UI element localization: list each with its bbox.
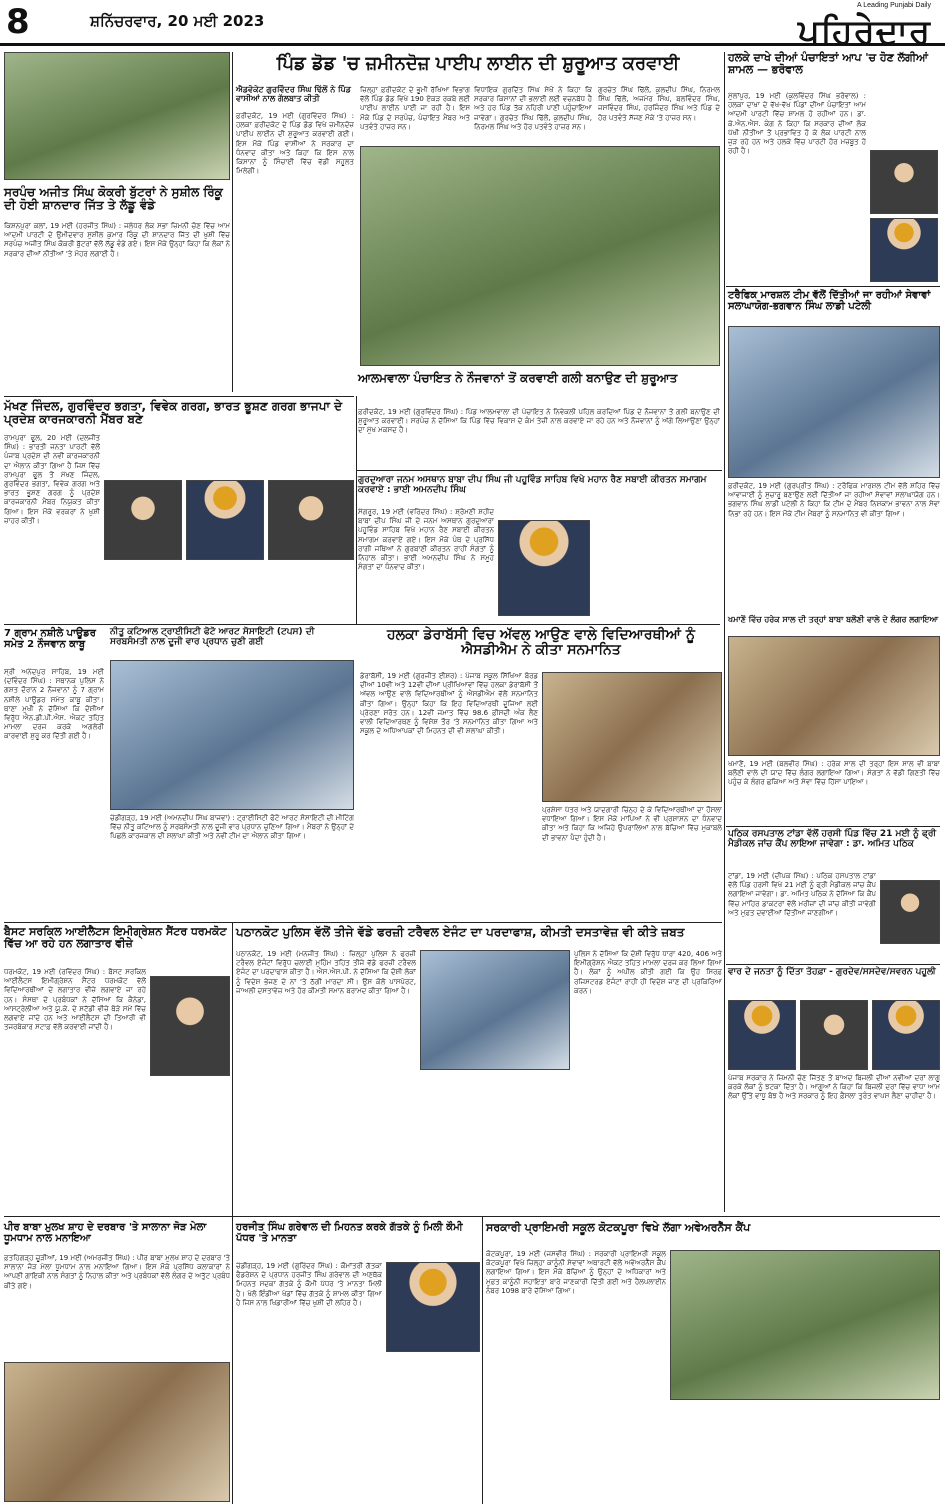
headline-road: ਵਾਰ ਦੇ ਜਨਤਾ ਨੂੰ ਦਿੱਤਾ ਤੋਹਫ਼ਾ - ਗੁਰਦੇਵ/ਸਸਦੇਵ/ਸਵਰਨ ਪਹੂਲੀ — [728, 967, 936, 977]
body-students-2: ਪ੍ਰਸ਼ੰਸਾ ਪੱਤਰ ਅਤੇ ਯਾਦਗਾਰੀ ਚਿੰਨ੍ਹ ਦੇ ਕੇ ਵਿਦਿਆਰਥੀਆਂ ਦਾ ਹੌਸਲਾ ਵਧਾਇਆ ਗਿਆ। ਇਸ ਮੌਕੇ ਮਾਪਿਆਂ ਨੇ ਵੀ ਪ੍ਰਸ਼ਾਸਨ ਦਾ ਧੰਨਵਾਦ ਕੀਤਾ ਅਤੇ ਕਿਹਾ ਕਿ ਅਜਿਹੇ ਉਪਰਾਲਿਆਂ ਨਾਲ ਬੱਚਿਆਂ ਵਿੱਚ ਮੁਕਾਬਲੇ ਦੀ ਭਾਵਨਾ ਪੈਦਾ ਹੁੰਦੀ ਹੈ। — [542, 806, 722, 842]
page-number: 8 — [6, 2, 30, 42]
body-langar: ਖਮਾਣੋਂ, 19 ਮਈ (ਬਲਵੀਰ ਸਿੰਘ) : ਹਰੇਕ ਸਾਲ ਦੀ ਤਰ੍ਹਾਂ ਇਸ ਸਾਲ ਵੀ ਬਾਬਾ ਬਲੌਣੀ ਵਾਲੇ ਦੀ ਯਾਦ ਵਿੱਚ ਲੰਗਰ ਲਗਾਇਆ ਗਿਆ। ਸੰਗਤਾਂ ਨੇ ਵੱਡੀ ਗਿਣਤੀ ਵਿੱਚ ਪਹੁੰਚ ਕੇ ਲੰਗਰ ਛਕਿਆ ਅਤੇ ਸੇਵਾ ਵਿੱਚ ਹਿੱਸਾ ਪਾਇਆ। — [728, 760, 940, 787]
body-kirtan: ਸੰਗਰੂਰ, 19 ਮਈ (ਵਰਿੰਦਰ ਸਿੰਘ) : ਸ਼੍ਰੋਮਣੀ ਸ਼ਹੀਦ ਬਾਬਾ ਦੀਪ ਸਿੰਘ ਜੀ ਦੇ ਜਨਮ ਅਸਥਾਨ ਗੁਰਦੁਆਰਾ ਪਹੂਵਿੰਡ ਸਾਹਿਬ ਵਿਖੇ ਮਹਾਨ ਰੈਣ ਸਬਾਈ ਕੀਰਤਨ ਸਮਾਗਮ ਕਰਵਾਏ ਗਏ। ਇਸ ਮੌਕੇ ਪੰਥ ਦੇ ਪ੍ਰਸਿੱਧ ਰਾਗੀ ਜਥਿਆਂ ਨੇ ਗੁਰਬਾਣੀ ਕੀਰਤਨ ਰਾਹੀਂ ਸੰਗਤਾਂ ਨੂੰ ਨਿਹਾਲ ਕੀਤਾ। ਭਾਈ ਅਮਨਦੀਪ ਸਿੰਘ ਨੇ ਸਮੂਹ ਸੰਗਤਾਂ ਦਾ ਧੰਨਵਾਦ ਕੀਤਾ। — [358, 508, 494, 572]
headline-police: ਪਠਾਨਕੋਟ ਪੁਲਿਸ ਵੱਲੋਂ ਤੀਜੇ ਵੱਡੇ ਫਰਜ਼ੀ ਟਰੈਵਲ ਏਜੰਟ ਦਾ ਪਰਦਾਫਾਸ਼, ਕੀਮਤੀ ਦਸਤਾਵੇਜ਼ ਵੀ ਕੀਤੇ ਜ਼ਬਤ — [236, 925, 685, 939]
photo-celebration — [4, 52, 230, 180]
headline-kirtan: ਗੁਰਦੁਆਰਾ ਜਨਮ ਅਸਥਾਨ ਬਾਬਾ ਦੀਪ ਸਿੰਘ ਜੀ ਪਹੂਵਿੰਡ ਸਾਹਿਬ ਵਿਖੇ ਮਹਾਨ ਰੈਣ ਸਬਾਈ ਕੀਰਤਨ ਸਮਾਗਮ ਕਰਵਾਏ : ਭਾਈ ਅਮਨਦੀਪ ਸਿੰਘ — [358, 475, 707, 495]
photo-politician-2 — [870, 218, 938, 282]
body-students: ਡੇਰਾਬੱਸੀ, 19 ਮਈ (ਗੁਰਜੀਤ ਈਸ਼ਰ) : ਪੰਜਾਬ ਸਕੂਲ ਸਿੱਖਿਆ ਬੋਰਡ ਦੀਆਂ 10ਵੀਂ ਅਤੇ 12ਵੀਂ ਦੀਆਂ ਪ੍ਰੀਖਿਆਵਾਂ ਵਿੱਚ ਹਲਕਾ ਡੇਰਾਬੱਸੀ ਤੋਂ ਅੱਵਲ ਆਉਣ ਵਾਲੇ ਵਿਦਿਆਰਥੀਆਂ ਨੂੰ ਐਸਡੀਐਮ ਵੱਲੋਂ ਸਨਮਾਨਿਤ ਕੀਤਾ ਗਿਆ। ਉਨ੍ਹਾਂ ਕਿਹਾ ਕਿ ਇਹ ਵਿਦਿਆਰਥੀ ਦੂਜਿਆਂ ਲਈ ਪ੍ਰੇਰਣਾ ਸਰੋਤ ਹਨ। 12ਵੀਂ ਜਮਾਤ ਵਿੱਚ 98.6 ਫ਼ੀਸਦੀ ਅੰਕ ਲੈਣ ਵਾਲੀ ਵਿਦਿਆਰਥਣ ਨੂੰ ਵਿਸ਼ੇਸ਼ ਤੌਰ 'ਤੇ ਸਨਮਾਨਿਤ ਕੀਤਾ ਗਿਆ ਅਤੇ ਸਕੂਲ ਦੇ ਅਧਿਆਪਕਾਂ ਦੀ ਮਿਹਨਤ ਦੀ ਵੀ ਸ਼ਲਾਘਾ ਕੀਤੀ। — [360, 672, 538, 736]
body-mela: ਫ਼ਤਹਿਗੜ੍ਹ ਚੂੜੀਆਂ, 19 ਮਈ (ਅਮਰਜੀਤ ਸਿੰਘ) : ਪੀਰ ਬਾਬਾ ਮੁਲਖ ਸ਼ਾਹ ਦੇ ਦਰਬਾਰ 'ਤੇ ਸਾਲਾਨਾ ਜੋੜ ਮੇਲਾ ਧੂਮਧਾਮ ਨਾਲ ਮਨਾਇਆ ਗਿਆ। ਇਸ ਮੌਕੇ ਪ੍ਰਸਿੱਧ ਕਲਾਕਾਰਾਂ ਨੇ ਆਪਣੀ ਗਾਇਕੀ ਨਾਲ ਸੰਗਤਾਂ ਨੂੰ ਨਿਹਾਲ ਕੀਤਾ ਅਤੇ ਪ੍ਰਬੰਧਕਾਂ ਵੱਲੋਂ ਲੰਗਰ ਦੇ ਅਤੁੱਟ ਪ੍ਰਬੰਧ ਕੀਤੇ ਗਏ। — [4, 1254, 230, 1290]
headline-students: ਹਲਕਾ ਡੇਰਾਬੱਸੀ ਵਿਚ ਅੱਵਲ ਆਉਣ ਵਾਲੇ ਵਿਦਿਆਰਥੀਆਂ ਨੂੰ ਐਸਡੀਐਮ ਨੇ ਕੀਤਾ ਸਨਮਾਨਿਤ — [387, 627, 695, 659]
headline-sports: ਸਰਪੰਚ ਅਜੀਤ ਸਿੰਘ ਕੋਕਰੀ ਬੁੱਟਰਾਂ ਨੇ ਸੁਸ਼ੀਲ ਰਿੰਕੂ ਦੀ ਹੋਈ ਸ਼ਾਨਦਾਰ ਜਿੱਤ ਤੇ ਲੱਡੂ ਵੰਡੇ — [4, 185, 223, 213]
page-date: ਸ਼ਨਿੱਚਰਵਾਰ, 20 ਮਈ 2023 — [90, 12, 265, 30]
body-school: ਕੋਟਕਪੂਰਾ, 19 ਮਈ (ਜਸਵੀਰ ਸਿੰਘ) : ਸਰਕਾਰੀ ਪ੍ਰਾਇਮਰੀ ਸਕੂਲ ਕੋਟਕਪੂਰਾ ਵਿਖੇ ਜ਼ਿਲ੍ਹਾ ਕਾਨੂੰਨੀ ਸੇਵਾਵਾਂ ਅਥਾਰਟੀ ਵੱਲੋਂ ਅਵੇਅਰਨੈੱਸ ਕੈਂਪ ਲਗਾਇਆ ਗਿਆ। ਇਸ ਮੌਕੇ ਬੱਚਿਆਂ ਨੂੰ ਉਨ੍ਹਾਂ ਦੇ ਅਧਿਕਾਰਾਂ ਅਤੇ ਮੁਫ਼ਤ ਕਾਨੂੰਨੀ ਸਹਾਇਤਾ ਬਾਰੇ ਜਾਣਕਾਰੀ ਦਿੱਤੀ ਗਈ ਅਤੇ ਹੈਲਪਲਾਈਨ ਨੰਬਰ 1098 ਬਾਰੇ ਦੱਸਿਆ ਗਿਆ। — [486, 1250, 666, 1295]
body-medical: ਟਾਂਡਾ, 19 ਮਈ (ਦੀਪਕ ਸਿੰਘ) : ਪਠਿਕ ਹਸਪਤਾਲ ਟਾਂਡਾ ਵੱਲੋਂ ਪਿੰਡ ਹਰਸੀ ਵਿਖੇ 21 ਮਈ ਨੂੰ ਫ੍ਰੀ ਮੈਡੀਕਲ ਜਾਂਚ ਕੈਂਪ ਲਗਾਇਆ ਜਾਵੇਗਾ। ਡਾ. ਅਮਿਤ ਪਠਿਕ ਨੇ ਦੱਸਿਆ ਕਿ ਕੈਂਪ ਵਿੱਚ ਮਾਹਿਰ ਡਾਕਟਰਾਂ ਵੱਲੋਂ ਮਰੀਜ਼ਾਂ ਦੀ ਜਾਂਚ ਕੀਤੀ ਜਾਵੇਗੀ ਅਤੇ ਮੁਫ਼ਤ ਦਵਾਈਆਂ ਦਿੱਤੀਆਂ ਜਾਣਗੀਆਂ। — [728, 872, 876, 917]
body-traffic: ਫ਼ਰੀਦਕੋਟ, 19 ਮਈ (ਗੁਰਪ੍ਰੀਤ ਸਿੰਘ) : ਟਰੈਫਿਕ ਮਾਰਸ਼ਲ ਟੀਮ ਵੱਲੋਂ ਸ਼ਹਿਰ ਵਿੱਚ ਆਵਾਜਾਈ ਨੂੰ ਸੁਚਾਰੂ ਬਣਾਉਣ ਲਈ ਦਿੱਤੀਆਂ ਜਾ ਰਹੀਆਂ ਸੇਵਾਵਾਂ ਸਲਾਘਾਯੋਗ ਹਨ। ਭਗਵਾਨ ਸਿੰਘ ਲਾਡੀ ਪਟੇਲੀ ਨੇ ਕਿਹਾ ਕਿ ਟੀਮ ਦੇ ਮੈਂਬਰ ਨਿਸ਼ਕਾਮ ਭਾਵਨਾ ਨਾਲ ਸੇਵਾ ਨਿਭਾ ਰਹੇ ਹਨ। ਇਸ ਮੌਕੇ ਟੀਮ ਮੈਂਬਰਾਂ ਨੂੰ ਸਨਮਾਨਿਤ ਵੀ ਕੀਤਾ ਗਿਆ। — [728, 482, 940, 518]
body-top-main-3: ਵਿਧਾਇਕ ਗੁਰਦਿੱਤ ਸਿੰਘ ਸੇਖੋਂ ਨੇ ਕਿਹਾ ਕਿ ਸਰਕਾਰ ਕਿਸਾਨਾਂ ਦੀ ਭਲਾਈ ਲਈ ਵਚਨਬੱਧ ਹੈ ਅਤੇ ਹਰ ਪਿੰਡ ਤੱਕ ਨਹਿਰੀ ਪਾਣੀ ਪਹੁੰਚਾਇਆ ਜਾਵੇਗਾ। ਗੁਰਚੇਤ ਸਿੰਘ ਢਿੱਲੋਂ, ਕੁਲਦੀਪ ਸਿੰਘ, ਨਿਰਮਲ ਸਿੰਘ ਅਤੇ ਹੋਰ ਪਤਵੰਤੇ ਹਾਜ਼ਰ ਸਨ। — [474, 86, 592, 131]
photo-leader-3 — [872, 1000, 940, 1070]
body-top-main-1: ਫ਼ਰੀਦਕੋਟ, 19 ਮਈ (ਗੁਰਵਿੰਦਰ ਸਿੰਘ) : ਹਲਕਾ ਫ਼ਰੀਦਕੋਟ ਦੇ ਪਿੰਡ ਡੋਡ ਵਿਖੇ ਜ਼ਮੀਨਦੋਜ਼ ਪਾਈਪ ਲਾਈਨ ਦੀ ਸ਼ੁਰੂਆਤ ਕਰਵਾਈ ਗਈ। ਇਸ ਮੌਕੇ ਪਿੰਡ ਵਾਸੀਆਂ ਨੇ ਸਰਕਾਰ ਦਾ ਧੰਨਵਾਦ ਕੀਤਾ ਅਤੇ ਕਿਹਾ ਕਿ ਇਸ ਨਾਲ ਕਿਸਾਨਾਂ ਨੂੰ ਸਿੰਚਾਈ ਵਿੱਚ ਵੱਡੀ ਸਹੂਲਤ ਮਿਲੇਗੀ। — [236, 112, 354, 176]
masthead — [0, 0, 945, 52]
body-top-main-4: ਗੁਰਚੇਤ ਸਿੰਘ ਢਿੱਲੋਂ, ਕੁਲਦੀਪ ਸਿੰਘ, ਨਿਰਮਲ ਸਿੰਘ ਢਿੱਲੋਂ, ਅਜਮੇਰ ਸਿੰਘ, ਬਲਵਿੰਦਰ ਸਿੰਘ, ਜਸਵਿੰਦਰ ਸਿੰਘ, ਹਰਜਿੰਦਰ ਸਿੰਘ ਅਤੇ ਪਿੰਡ ਦੇ ਹੋਰ ਪਤਵੰਤੇ ਸੱਜਣ ਮੌਕੇ 'ਤੇ ਹਾਜ਼ਰ ਸਨ। — [598, 86, 720, 122]
headline-langar: ਖਮਾਣੋਂ ਵਿੱਚ ਹਰੇਕ ਸਾਲ ਦੀ ਤਰ੍ਹਾਂ ਬਾਬਾ ਬਲੌਣੀ ਵਾਲੇ ਦੇ ਲੰਗਰ ਲਗਾਇਆ — [728, 615, 939, 624]
body-top-main-2: ਜ਼ਿਲ੍ਹਾ ਫ਼ਰੀਦਕੋਟ ਦੇ ਭੂਮੀ ਰੱਖਿਆ ਵਿਭਾਗ ਵੱਲੋਂ ਪਿੰਡ ਡੋਡ ਵਿਖੇ 190 ਏਕੜ ਰਕਬੇ ਲਈ ਪਾਈਪ ਲਾਈਨ ਪਾਈ ਜਾ ਰਹੀ ਹੈ। ਇਸ ਮੌਕੇ ਪਿੰਡ ਦੇ ਸਰਪੰਚ, ਪੰਚਾਇਤ ਮੈਂਬਰ ਅਤੇ ਪਤਵੰਤੇ ਹਾਜ਼ਰ ਸਨ। — [360, 86, 470, 131]
photo-leader-2 — [800, 1000, 868, 1070]
body-photo-assoc: ਚੰਡੀਗੜ੍ਹ, 19 ਮਈ (ਅਮਨਦੀਪ ਸਿੰਘ ਬਾਜਵਾ) : ਟ੍ਰਾਈਸਿਟੀ ਫੋਟੋ ਆਰਟ ਸੋਸਾਇਟੀ ਦੀ ਮੀਟਿੰਗ ਵਿੱਚ ਨੀਤੂ ਕਟਿਆਲ ਨੂੰ ਸਰਬਸੰਮਤੀ ਨਾਲ ਦੂਜੀ ਵਾਰ ਪ੍ਰਧਾਨ ਚੁਣਿਆ ਗਿਆ। ਮੈਂਬਰਾਂ ਨੇ ਉਨ੍ਹਾਂ ਦੇ ਪਿਛਲੇ ਕਾਰਜਕਾਲ ਦੀ ਸ਼ਲਾਘਾ ਕੀਤੀ ਅਤੇ ਨਵੀਂ ਟੀਮ ਦਾ ਐਲਾਨ ਕੀਤਾ ਗਿਆ। — [110, 814, 354, 841]
body-police-2: ਪੁਲਿਸ ਨੇ ਦੱਸਿਆ ਕਿ ਦੋਸ਼ੀ ਵਿਰੁੱਧ ਧਾਰਾ 420, 406 ਅਤੇ ਇਮੀਗ੍ਰੇਸ਼ਨ ਐਕਟ ਤਹਿਤ ਮਾਮਲਾ ਦਰਜ ਕਰ ਲਿਆ ਗਿਆ ਹੈ। ਲੋਕਾਂ ਨੂੰ ਅਪੀਲ ਕੀਤੀ ਗਈ ਕਿ ਉਹ ਸਿਰਫ਼ ਰਜਿਸਟਰਡ ਏਜੰਟਾਂ ਰਾਹੀਂ ਹੀ ਵਿਦੇਸ਼ ਜਾਣ ਦੀ ਪ੍ਰਕਿਰਿਆ ਕਰਨ। — [574, 950, 722, 995]
headline-bjp: ਮੱਖਣ ਜਿੰਦਲ, ਗੁਰਵਿੰਦਰ ਭਗਤਾ, ਵਿਵੇਕ ਗਰਗ, ਭਾਰਤ ਭੂਸ਼ਣ ਗਰਗ ਭਾਜਪਾ ਦੇ ਪ੍ਰਦੇਸ਼ ਕਾਰਜਕਾਰਨੀ ਮੈਂਬਰ ਬਣੇ — [4, 399, 343, 427]
photo-police-arrest — [420, 950, 570, 1070]
photo-traffic-marshal — [728, 326, 940, 478]
photo-school-camp — [670, 1250, 940, 1400]
headline-top-main: ਪਿੰਡ ਡੋਡ 'ਚ ਜ਼ਮੀਨਦੋਜ਼ ਪਾਈਪ ਲਾਈਨ ਦੀ ਸ਼ੁਰੂਆਤ ਕਰਵਾਈ — [276, 53, 680, 74]
headline-gali: ਆਲਮਵਾਲਾ ਪੰਚਾਇਤ ਨੇ ਨੌਜਵਾਨਾਂ ਤੋਂ ਕਰਵਾਈ ਗਲੀ ਬਨਾਉਣ ਦੀ ਸ਼ੁਰੂਆਤ — [358, 371, 678, 385]
photo-harjit-grewal — [386, 1262, 480, 1352]
body-drugs: ਸ੍ਰੀ ਅਨੰਦਪੁਰ ਸਾਹਿਬ, 19 ਮਈ (ਦਵਿੰਦਰ ਸਿੰਘ) : ਸਥਾਨਕ ਪੁਲਿਸ ਨੇ ਗਸ਼ਤ ਦੌਰਾਨ 2 ਨੌਜਵਾਨਾਂ ਨੂੰ 7 ਗ੍ਰਾਮ ਨਸ਼ੀਲੇ ਪਾਊਡਰ ਸਮੇਤ ਕਾਬੂ ਕੀਤਾ। ਥਾਣਾ ਮੁਖੀ ਨੇ ਦੱਸਿਆ ਕਿ ਦੋਸ਼ੀਆਂ ਵਿਰੁੱਧ ਐਨ.ਡੀ.ਪੀ.ਐਸ. ਐਕਟ ਤਹਿਤ ਮਾਮਲਾ ਦਰਜ ਕਰਕੇ ਅਗਲੇਰੀ ਕਾਰਵਾਈ ਸ਼ੁਰੂ ਕਰ ਦਿੱਤੀ ਗਈ ਹੈ। — [4, 668, 104, 741]
photo-bjp-member-2 — [186, 480, 264, 560]
photo-leader-1 — [728, 1000, 796, 1070]
headline-medical: ਪਠਿਕ ਰਸਪਤਾਲ ਟਾਂਡਾ ਵੱਲੋਂ ਹਰਸੀ ਪਿੰਡ ਵਿੱਚ 21 ਮਈ ਨੂੰ ਫ੍ਰੀ ਮੈਡੀਕਲ ਜਾਂਚ ਕੈਂਪ ਲਾਇਆ ਜਾਵੇਗਾ : ਡਾ. ਅਮਿਤ ਪਠਿਕ — [728, 829, 937, 849]
subhead-top-main: ਐਡਵੋਕੇਟ ਗੁਰਵਿੰਦਰ ਸਿੰਘ ਢਿੱਲੋਂ ਨੇ ਪਿੰਡ ਵਾਸੀਆਂ ਨਾਲ ਗੱਲਬਾਤ ਕੀਤੀ — [236, 85, 351, 103]
body-immigration: ਧਰਮਕੋਟ, 19 ਮਈ (ਰਵਿੰਦਰ ਸਿੰਘ) : ਬੈਸਟ ਸਰਕਿਲ ਆਈਲੈਟਸ ਇਮੀਗ੍ਰੇਸ਼ਨ ਸੈਂਟਰ ਧਰਮਕੋਟ ਵੱਲੋਂ ਵਿਦਿਆਰਥੀਆਂ ਦੇ ਲਗਾਤਾਰ ਵੀਜ਼ੇ ਲਗਵਾਏ ਜਾ ਰਹੇ ਹਨ। ਸੰਸਥਾ ਦੇ ਪ੍ਰਬੰਧਕਾਂ ਨੇ ਦੱਸਿਆ ਕਿ ਕੈਨੇਡਾ, ਆਸਟ੍ਰੇਲੀਆ ਅਤੇ ਯੂ.ਕੇ. ਦੇ ਸਟੱਡੀ ਵੀਜ਼ੇ ਥੋੜੇ ਸਮੇਂ ਵਿੱਚ ਲਗਵਾਏ ਜਾਂਦੇ ਹਨ ਅਤੇ ਆਈਲੈਟਸ ਦੀ ਤਿਆਰੀ ਵੀ ਤਜਰਬੇਕਾਰ ਸਟਾਫ਼ ਵੱਲੋਂ ਕਰਵਾਈ ਜਾਂਦੀ ਹੈ। — [4, 968, 146, 1032]
body-right-top: ਮੁੱਲਾਂਪੁਰ, 19 ਮਈ (ਕੁਲਵਿੰਦਰ ਸਿੰਘ ਭਰੋਵਾਲ) : ਹਲਕਾ ਦਾਖਾ ਦੇ ਵੱਖ-ਵੱਖ ਪਿੰਡਾਂ ਦੀਆਂ ਪੰਚਾਇਤਾਂ ਆਮ ਆਦਮੀ ਪਾਰਟੀ ਵਿੱਚ ਸ਼ਾਮਲ ਹੋ ਰਹੀਆਂ ਹਨ। ਡਾ. ਕੇ.ਐਨ.ਐਸ. ਕੰਗ ਨੇ ਕਿਹਾ ਕਿ ਸਰਕਾਰ ਦੀਆਂ ਲੋਕ ਪੱਖੀ ਨੀਤੀਆਂ ਤੋਂ ਪ੍ਰਭਾਵਿਤ ਹੋ ਕੇ ਲੋਕ ਪਾਰਟੀ ਨਾਲ ਜੁੜ ਰਹੇ ਹਨ ਅਤੇ ਹਲਕੇ ਵਿੱਚ ਪਾਰਟੀ ਹੋਰ ਮਜ਼ਬੂਤ ਹੋ ਰਹੀ ਹੈ। — [728, 92, 866, 156]
headline-gatka: ਹਰਜੀਤ ਸਿੰਘ ਗਰੇਵਾਲ ਦੀ ਮਿਹਨਤ ਕਰਕੇ ਗੱਤਕੇ ਨੂੰ ਮਿਲੀ ਕੌਮੀ ਪੱਧਰ 'ਤੇ ਮਾਨਤਾ — [236, 1222, 463, 1244]
photo-langar — [728, 636, 940, 756]
photo-society-meeting — [110, 660, 354, 810]
photo-doctor — [880, 880, 940, 944]
body-road: ਪੰਜਾਬ ਸਰਕਾਰ ਨੇ ਜ਼ਿਮਨੀ ਚੋਣ ਜਿੱਤਣ ਤੋਂ ਬਾਅਦ ਬਿਜਲੀ ਦੀਆਂ ਨਵੀਆਂ ਦਰਾਂ ਲਾਗੂ ਕਰਕੇ ਲੋਕਾਂ ਨੂੰ ਝਟਕਾ ਦਿੱਤਾ ਹੈ। ਆਗੂਆਂ ਨੇ ਕਿਹਾ ਕਿ ਬਿਜਲੀ ਦਰਾਂ ਵਿੱਚ ਵਾਧਾ ਆਮ ਲੋਕਾਂ ਉੱਤੇ ਵਾਧੂ ਬੋਝ ਹੈ ਅਤੇ ਸਰਕਾਰ ਨੂੰ ਇਹ ਫ਼ੈਸਲਾ ਤੁਰੰਤ ਵਾਪਸ ਲੈਣਾ ਚਾਹੀਦਾ ਹੈ। — [728, 1074, 940, 1101]
headline-drugs: 7 ਗ੍ਰਾਮ ਨਸ਼ੀਲੇ ਪਾਊਡਰ ਸਮੇਤ 2 ਨੌਜਵਾਨ ਕਾਬੂ — [4, 628, 96, 650]
headline-traffic: ਟਰੈਫਿਕ ਮਾਰਸ਼ਲ ਟੀਮ ਵੱਲੋਂ ਦਿੱਤੀਆਂ ਜਾ ਰਹੀਆਂ ਸੇਵਾਵਾਂ ਸਲਾਘਾਯੋਗ-ਭਗਵਾਨ ਸਿੰਘ ਲਾਡੀ ਪਟੇਲੀ — [728, 290, 931, 312]
body-bjp: ਰਾਮਪੁਰਾ ਫੂਲ, 20 ਮਈ (ਦਲਜੀਤ ਸਿੰਘ) : ਭਾਰਤੀ ਜਨਤਾ ਪਾਰਟੀ ਵੱਲੋਂ ਪੰਜਾਬ ਪ੍ਰਦੇਸ਼ ਦੀ ਨਵੀਂ ਕਾਰਜਕਾਰਨੀ ਦਾ ਐਲਾਨ ਕੀਤਾ ਗਿਆ ਹੈ ਜਿਸ ਵਿੱਚ ਰਾਮਪੁਰਾ ਫੂਲ ਤੋਂ ਮੱਖਣ ਜਿੰਦਲ, ਗੁਰਵਿੰਦਰ ਭਗਤਾ, ਵਿਵੇਕ ਗਰਗ ਅਤੇ ਭਾਰਤ ਭੂਸ਼ਣ ਗਰਗ ਨੂੰ ਪ੍ਰਦੇਸ਼ ਕਾਰਜਕਾਰਨੀ ਮੈਂਬਰ ਨਿਯੁਕਤ ਕੀਤਾ ਗਿਆ। ਇਸ ਮੌਕੇ ਵਰਕਰਾਂ ਨੇ ਖੁਸ਼ੀ ਜ਼ਾਹਰ ਕੀਤੀ। — [4, 434, 100, 525]
body-gali: ਫ਼ਰੀਦਕੋਟ, 19 ਮਈ (ਗੁਰਵਿੰਦਰ ਸਿੰਘ) : ਪਿੰਡ ਆਲਮਵਾਲਾ ਦੀ ਪੰਚਾਇਤ ਨੇ ਨਿਵੇਕਲੀ ਪਹਿਲ ਕਰਦਿਆਂ ਪਿੰਡ ਦੇ ਨੌਜਵਾਨਾਂ ਤੋਂ ਗਲੀ ਬਨਾਉਣ ਦੀ ਸ਼ੁਰੂਆਤ ਕਰਵਾਈ। ਸਰਪੰਚ ਨੇ ਦੱਸਿਆ ਕਿ ਪਿੰਡ ਵਿੱਚ ਵਿਕਾਸ ਦੇ ਕੰਮ ਤੇਜ਼ੀ ਨਾਲ ਕਰਵਾਏ ਜਾ ਰਹੇ ਹਨ ਅਤੇ ਨੌਜਵਾਨਾਂ ਨੂੰ ਅੱਗੇ ਲਿਆਉਣਾ ਉਨ੍ਹਾਂ ਦਾ ਮੁੱਖ ਮਕਸਦ ਹੈ। — [358, 408, 720, 435]
photo-students-honour — [542, 672, 722, 802]
body-police: ਪਠਾਨਕੋਟ, 19 ਮਈ (ਮਨਜੀਤ ਸਿੰਘ) : ਜ਼ਿਲ੍ਹਾ ਪੁਲਿਸ ਨੇ ਫਰਜ਼ੀ ਟਰੈਵਲ ਏਜੰਟਾਂ ਵਿਰੁੱਧ ਚਲਾਈ ਮੁਹਿੰਮ ਤਹਿਤ ਤੀਜੇ ਵੱਡੇ ਫਰਜ਼ੀ ਟਰੈਵਲ ਏਜੰਟ ਦਾ ਪਰਦਾਫਾਸ਼ ਕੀਤਾ ਹੈ। ਐਸ.ਐਸ.ਪੀ. ਨੇ ਦੱਸਿਆ ਕਿ ਦੋਸ਼ੀ ਲੋਕਾਂ ਨੂੰ ਵਿਦੇਸ਼ ਭੇਜਣ ਦੇ ਨਾਂ 'ਤੇ ਠੱਗੀ ਮਾਰਦਾ ਸੀ। ਉਸ ਕੋਲੋਂ ਪਾਸਪੋਰਟ, ਜਾਅਲੀ ਦਸਤਾਵੇਜ਼ ਅਤੇ ਹੋਰ ਕੀਮਤੀ ਸਮਾਨ ਬਰਾਮਦ ਕੀਤਾ ਗਿਆ ਹੈ। — [236, 950, 416, 995]
photo-immigration-owner — [150, 976, 230, 1076]
newspaper-logo: ਪਹਿਰੇਦਾਰ — [797, 12, 931, 52]
photo-bjp-member-3 — [268, 480, 354, 560]
body-gatka: ਚੰਡੀਗੜ੍ਹ, 19 ਮਈ (ਗੁਰਿੰਦਰ ਸਿੰਘ) : ਕੌਮਾਂਤਰੀ ਗੱਤਕਾ ਫੈਡਰੇਸ਼ਨ ਦੇ ਪ੍ਰਧਾਨ ਹਰਜੀਤ ਸਿੰਘ ਗਰੇਵਾਲ ਦੀ ਅਣਥੱਕ ਮਿਹਨਤ ਸਦਕਾ ਗੱਤਕੇ ਨੂੰ ਕੌਮੀ ਪੱਧਰ 'ਤੇ ਮਾਨਤਾ ਮਿਲੀ ਹੈ। ਖੇਲੋ ਇੰਡੀਆ ਖੇਡਾਂ ਵਿੱਚ ਗੱਤਕੇ ਨੂੰ ਸ਼ਾਮਲ ਕੀਤਾ ਗਿਆ ਹੈ ਜਿਸ ਨਾਲ ਖਿਡਾਰੀਆਂ ਵਿੱਚ ਖੁਸ਼ੀ ਦੀ ਲਹਿਰ ਹੈ। — [236, 1262, 382, 1307]
tagline: A Leading Punjabi Daily — [857, 2, 931, 9]
photo-mela-singer — [4, 1362, 230, 1502]
photo-politician-1 — [870, 150, 938, 214]
headline-mela: ਪੀਰ ਬਾਬਾ ਮੁਲਖ ਸ਼ਾਹ ਦੇ ਦਰਬਾਰ 'ਤੇ ਸਾਲਾਨਾ ਜੋੜ ਮੇਲਾ ਧੂਮਧਾਮ ਨਾਲ ਮਨਾਇਆ — [4, 1222, 207, 1244]
headline-school: ਸਰਕਾਰੀ ਪ੍ਰਾਇਮਰੀ ਸਕੂਲ ਕੋਟਕਪੂਰਾ ਵਿਖੇ ਲੱਗਾ ਅਵੇਅਰਨੈੱਸ ਕੈਂਪ — [486, 1221, 751, 1234]
photo-bhai-amandeep — [498, 520, 590, 616]
photo-pipeline-inauguration — [360, 146, 720, 366]
headline-immigration: ਬੈਸਟ ਸਰਕਿਲ ਆਈਲੈਟਸ ਇਮੀਗ੍ਰੇਸ਼ਨ ਸੈਂਟਰ ਧਰਮਕੋਟ ਵਿੱਚ ਆ ਰਹੇ ਹਨ ਲਗਾਤਾਰ ਵੀਜ਼ੇ — [4, 925, 227, 951]
headline-photo-assoc: ਨੀਤੂ ਕਟਿਆਲ ਟ੍ਰਾਈਸਿਟੀ ਫੋਟੋ ਆਰਟ ਸੋਸਾਇਟੀ (ਟਪਸ) ਦੀ ਸਰਬਸੰਮਤੀ ਨਾਲ ਦੂਜੀ ਵਾਰ ਪ੍ਰਧਾਨ ਚੁਣੀ ਗਈ — [110, 627, 315, 647]
photo-bjp-member-1 — [104, 480, 182, 560]
body-sports: ਕਿਸ਼ਨਪੁਰਾ ਕਲਾਂ, 19 ਮਈ (ਹਰਜੀਤ ਸਿੰਘ) : ਜਲੰਧਰ ਲੋਕ ਸਭਾ ਜ਼ਿਮਨੀ ਚੋਣ ਵਿੱਚ ਆਮ ਆਦਮੀ ਪਾਰਟੀ ਦੇ ਉਮੀਦਵਾਰ ਸੁਸ਼ੀਲ ਕੁਮਾਰ ਰਿੰਕੂ ਦੀ ਸ਼ਾਨਦਾਰ ਜਿੱਤ ਦੀ ਖੁਸ਼ੀ ਵਿੱਚ ਸਰਪੰਚ ਅਜੀਤ ਸਿੰਘ ਕੋਕਰੀ ਬੁੱਟਰਾਂ ਵੱਲੋਂ ਲੱਡੂ ਵੰਡੇ ਗਏ। ਇਸ ਮੌਕੇ ਉਨ੍ਹਾਂ ਕਿਹਾ ਕਿ ਲੋਕਾਂ ਨੇ ਸਰਕਾਰ ਦੀਆਂ ਨੀਤੀਆਂ 'ਤੇ ਮੋਹਰ ਲਗਾਈ ਹੈ। — [4, 222, 230, 258]
headline-right-top: ਹਲਕੇ ਦਾਖੇ ਦੀਆਂ ਪੰਚਾਇਤਾਂ ਆਪ 'ਚ ਹੋਣ ਲੱਗੀਆਂ ਸ਼ਾਮਲ — ਭਰੋਵਾਲ — [728, 51, 929, 77]
